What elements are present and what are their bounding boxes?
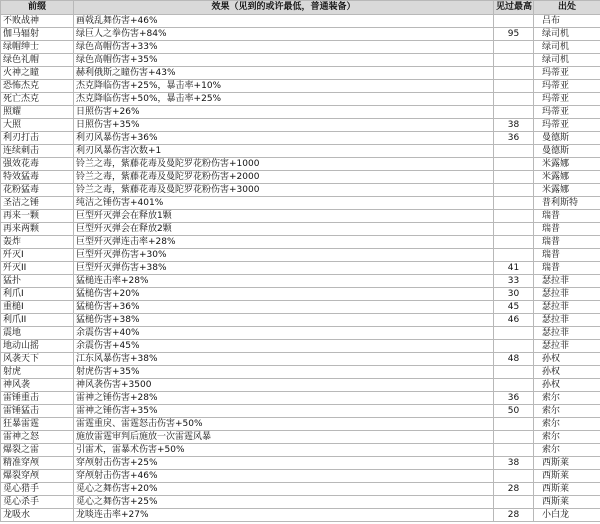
effect-cell: 利刃风暴伤害+36% <box>74 132 494 145</box>
prefix-cell: 雷锤猛击 <box>1 405 74 418</box>
source-cell: 绿司机 <box>534 28 600 41</box>
table-row <box>1 249 600 262</box>
highest-cell: 46 <box>494 314 534 327</box>
table-row <box>1 431 600 444</box>
table-row <box>1 15 600 28</box>
source-cell: 瑞普 <box>534 249 600 262</box>
table-row <box>1 67 600 80</box>
table-row <box>1 145 600 158</box>
table-row <box>1 119 600 132</box>
effect-cell: 施放雷霆审判后施放一次雷霆风暴 <box>74 431 494 444</box>
source-cell: 米露娜 <box>534 184 600 197</box>
source-cell: 普利斯特 <box>534 197 600 210</box>
prefix-cell: 不败战神 <box>1 15 74 28</box>
effect-cell: 赫利俄斯之瞳伤害+43% <box>74 67 494 80</box>
prefix-cell: 神风袭 <box>1 379 74 392</box>
table-row <box>1 457 600 470</box>
table-row <box>1 353 600 366</box>
source-cell: 曼德斯 <box>534 145 600 158</box>
source-cell: 索尔 <box>534 405 600 418</box>
source-cell: 曼德斯 <box>534 132 600 145</box>
source-cell: 西斯莱 <box>534 470 600 483</box>
effect-cell: 铃兰之毒，紫藤花毒及曼陀罗花粉伤害+1000 <box>74 158 494 171</box>
table-row <box>1 301 600 314</box>
source-cell: 瑟拉菲 <box>534 275 600 288</box>
highest-cell: 41 <box>494 262 534 275</box>
prefix-cell: 绿帽绅士 <box>1 41 74 54</box>
highest-cell <box>494 93 534 106</box>
prefix-cell: 花粉猛毒 <box>1 184 74 197</box>
prefix-cell: 恐怖杰克 <box>1 80 74 93</box>
table-row <box>1 379 600 392</box>
source-cell: 玛蒂亚 <box>534 80 600 93</box>
effect-cell: 画戟乱舞伤害+46% <box>74 15 494 28</box>
table-row <box>1 236 600 249</box>
table-row <box>1 171 600 184</box>
prefix-cell: 地动山摇 <box>1 340 74 353</box>
table-row <box>1 184 600 197</box>
source-cell: 西斯莱 <box>534 457 600 470</box>
highest-cell: 33 <box>494 275 534 288</box>
table-row <box>1 54 600 67</box>
table-row <box>1 132 600 145</box>
source-cell: 玛蒂亚 <box>534 67 600 80</box>
table-row <box>1 392 600 405</box>
highest-cell: 50 <box>494 405 534 418</box>
source-cell: 玛蒂亚 <box>534 106 600 119</box>
table-row <box>1 483 600 496</box>
effect-cell: 巨型歼灭弹伤害+30% <box>74 249 494 262</box>
effect-cell: 余震伤害+45% <box>74 340 494 353</box>
effect-cell: 巨型歼灭弹伤害+38% <box>74 262 494 275</box>
highest-cell: 28 <box>494 509 534 522</box>
source-cell: 瑞普 <box>534 262 600 275</box>
prefix-cell: 利刃打击 <box>1 132 74 145</box>
prefix-cell: 伽马辐射 <box>1 28 74 41</box>
prefix-cell: 大照 <box>1 119 74 132</box>
effect-cell: 猛槌连击率+28% <box>74 275 494 288</box>
table-row <box>1 314 600 327</box>
prefix-cell: 重槌I <box>1 301 74 314</box>
table-row <box>1 288 600 301</box>
prefix-cell: 雷锤重击 <box>1 392 74 405</box>
prefix-cell: 圣洁之锤 <box>1 197 74 210</box>
highest-cell <box>494 54 534 67</box>
source-cell: 索尔 <box>534 444 600 457</box>
effect-cell: 绿色高帽伤害+33% <box>74 41 494 54</box>
header-effect: 效果（见到的或许最低，普通装备） <box>74 1 494 15</box>
effect-cell: 日照伤害+26% <box>74 106 494 119</box>
table-row <box>1 223 600 236</box>
source-cell: 索尔 <box>534 431 600 444</box>
header-prefix: 前缀 <box>1 1 74 15</box>
table-row <box>1 41 600 54</box>
highest-cell <box>494 366 534 379</box>
highest-cell <box>494 197 534 210</box>
source-cell: 孙权 <box>534 353 600 366</box>
prefix-cell: 歼灭I <box>1 249 74 262</box>
header-highest: 见过最高 <box>494 1 534 15</box>
prefix-cell: 强效花毒 <box>1 158 74 171</box>
highest-cell <box>494 431 534 444</box>
prefix-cell: 雷神之怒 <box>1 431 74 444</box>
table-row <box>1 366 600 379</box>
effect-cell: 绿巨人之拳伤害+84% <box>74 28 494 41</box>
highest-cell: 45 <box>494 301 534 314</box>
effect-cell: 神风袭伤害+3500 <box>74 379 494 392</box>
prefix-cell: 轰炸 <box>1 236 74 249</box>
effect-cell: 猛槌伤害+36% <box>74 301 494 314</box>
highest-cell <box>494 340 534 353</box>
effect-cell: 铃兰之毒，紫藤花毒及曼陀罗花粉伤害+3000 <box>74 184 494 197</box>
effect-cell: 巨型歼灭弹连击率+28% <box>74 236 494 249</box>
highest-cell: 95 <box>494 28 534 41</box>
source-cell: 米露娜 <box>534 158 600 171</box>
highest-cell <box>494 41 534 54</box>
source-cell: 玛蒂亚 <box>534 119 600 132</box>
source-cell: 西斯莱 <box>534 496 600 509</box>
effect-cell: 猛槌伤害+20% <box>74 288 494 301</box>
effect-cell: 日照伤害+35% <box>74 119 494 132</box>
highest-cell <box>494 210 534 223</box>
effect-cell: 纯洁之锤伤害+401% <box>74 197 494 210</box>
highest-cell <box>494 496 534 509</box>
source-cell: 瑟拉菲 <box>534 314 600 327</box>
highest-cell <box>494 15 534 28</box>
source-cell: 瑞普 <box>534 236 600 249</box>
table-row <box>1 275 600 288</box>
prefix-cell: 爆裂之雷 <box>1 444 74 457</box>
table-row <box>1 509 600 522</box>
effect-cell: 绿色高帽伤害+35% <box>74 54 494 67</box>
highest-cell <box>494 327 534 340</box>
highest-cell: 36 <box>494 392 534 405</box>
table-row <box>1 80 600 93</box>
prefix-cell: 龙吸水 <box>1 509 74 522</box>
highest-cell: 38 <box>494 119 534 132</box>
table-row <box>1 405 600 418</box>
table-row <box>1 262 600 275</box>
prefix-cell: 利爪II <box>1 314 74 327</box>
highest-cell: 48 <box>494 353 534 366</box>
highest-cell: 36 <box>494 132 534 145</box>
prefix-cell: 狂暴雷霆 <box>1 418 74 431</box>
highest-cell <box>494 184 534 197</box>
highest-cell: 28 <box>494 483 534 496</box>
source-cell: 瑟拉菲 <box>534 327 600 340</box>
prefix-cell: 射虎 <box>1 366 74 379</box>
highest-cell <box>494 418 534 431</box>
source-cell: 瑞普 <box>534 210 600 223</box>
prefix-cell: 歼灭II <box>1 262 74 275</box>
header-source: 出处 <box>534 1 600 15</box>
prefix-cell: 觅心杀手 <box>1 496 74 509</box>
source-cell: 西斯莱 <box>534 483 600 496</box>
effect-cell: 巨型歼灭弹会在释放2颗 <box>74 223 494 236</box>
table-row <box>1 158 600 171</box>
effect-cell: 雷霆重戾、雷霆怒击伤害+50% <box>74 418 494 431</box>
prefix-cell: 死亡杰克 <box>1 93 74 106</box>
source-cell: 索尔 <box>534 418 600 431</box>
table-row <box>1 93 600 106</box>
prefix-cell: 猛扑 <box>1 275 74 288</box>
effect-cell: 雷神之锤伤害+35% <box>74 405 494 418</box>
highest-cell <box>494 379 534 392</box>
highest-cell <box>494 470 534 483</box>
source-cell: 米露娜 <box>534 171 600 184</box>
effect-cell: 猛槌伤害+38% <box>74 314 494 327</box>
highest-cell <box>494 171 534 184</box>
highest-cell: 38 <box>494 457 534 470</box>
effect-cell: 江东风暴伤害+38% <box>74 353 494 366</box>
prefix-cell: 再来两颗 <box>1 223 74 236</box>
source-cell: 瑟拉菲 <box>534 340 600 353</box>
prefix-cell: 震地 <box>1 327 74 340</box>
effect-cell: 杰克降临伤害+50%，暴击率+25% <box>74 93 494 106</box>
prefix-cell: 再来一颗 <box>1 210 74 223</box>
source-cell: 索尔 <box>534 392 600 405</box>
effect-cell: 铃兰之毒，紫藤花毒及曼陀罗花粉伤害+2000 <box>74 171 494 184</box>
prefix-cell: 连续刺击 <box>1 145 74 158</box>
source-cell: 孙权 <box>534 366 600 379</box>
effect-cell: 穿颅射击伤害+25% <box>74 457 494 470</box>
prefix-cell: 照耀 <box>1 106 74 119</box>
highest-cell <box>494 249 534 262</box>
highest-cell <box>494 67 534 80</box>
prefix-cell: 特效猛毒 <box>1 171 74 184</box>
prefix-cell: 觅心猎手 <box>1 483 74 496</box>
prefix-cell: 精准穿颅 <box>1 457 74 470</box>
highest-cell <box>494 236 534 249</box>
highest-cell <box>494 444 534 457</box>
table-row <box>1 444 600 457</box>
effect-cell: 巨型歼灭弹会在释放1颗 <box>74 210 494 223</box>
table-body <box>1 15 600 522</box>
source-cell: 吕布 <box>534 15 600 28</box>
source-cell: 瑟拉菲 <box>534 301 600 314</box>
prefix-cell: 绿色礼帽 <box>1 54 74 67</box>
table-row <box>1 210 600 223</box>
table-row <box>1 470 600 483</box>
source-cell: 绿司机 <box>534 41 600 54</box>
effect-cell: 杰克降临伤害+25%，暴击率+10% <box>74 80 494 93</box>
table-row <box>1 496 600 509</box>
source-cell: 绿司机 <box>534 54 600 67</box>
source-cell: 瑞普 <box>534 223 600 236</box>
effect-cell: 余震伤害+40% <box>74 327 494 340</box>
highest-cell <box>494 106 534 119</box>
source-cell: 小白龙 <box>534 509 600 522</box>
highest-cell <box>494 223 534 236</box>
effect-cell: 穿颅射击伤害+46% <box>74 470 494 483</box>
table-row <box>1 327 600 340</box>
prefix-cell: 爆裂穿颅 <box>1 470 74 483</box>
source-cell: 瑟拉菲 <box>534 288 600 301</box>
effect-cell: 射虎伤害+35% <box>74 366 494 379</box>
highest-cell <box>494 80 534 93</box>
highest-cell <box>494 145 534 158</box>
effect-cell: 利刃风暴伤害次数+1 <box>74 145 494 158</box>
highest-cell: 30 <box>494 288 534 301</box>
source-cell: 玛蒂亚 <box>534 93 600 106</box>
table-row <box>1 418 600 431</box>
table-row <box>1 197 600 210</box>
effect-cell: 雷神之锤伤害+28% <box>74 392 494 405</box>
highest-cell <box>494 158 534 171</box>
prefix-cell: 利爪I <box>1 288 74 301</box>
source-cell: 孙权 <box>534 379 600 392</box>
table-row <box>1 28 600 41</box>
effect-cell: 觅心之舞伤害+20% <box>74 483 494 496</box>
effect-cell: 引雷术，雷暴术伤害+50% <box>74 444 494 457</box>
header-row <box>1 1 600 15</box>
effect-cell: 龙啖连击率+27% <box>74 509 494 522</box>
prefix-cell: 风袭天下 <box>1 353 74 366</box>
prefix-cell: 火神之瞳 <box>1 67 74 80</box>
table-row <box>1 340 600 353</box>
effect-cell: 觅心之舞伤害+25% <box>74 496 494 509</box>
table-row <box>1 106 600 119</box>
